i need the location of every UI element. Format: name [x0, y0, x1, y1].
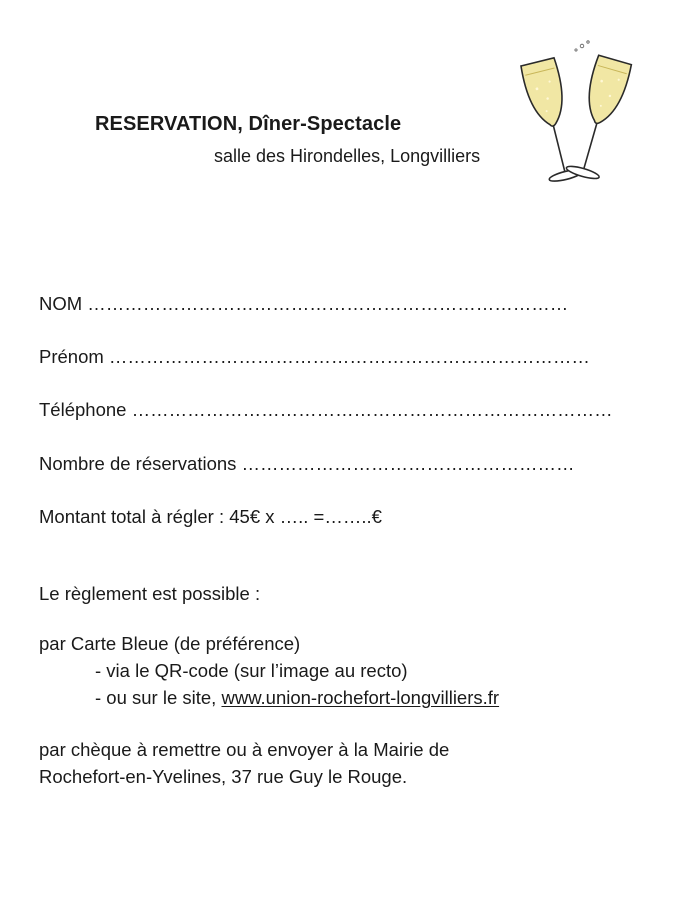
champagne-glasses-icon	[512, 36, 640, 196]
payment-card-site	[95, 687, 499, 709]
venue-subtitle: salle des Hirondelles, Longvilliers	[214, 146, 481, 166]
page-title: RESERVATION, Dîner-Spectacle	[95, 113, 402, 135]
reservations-count-field: Nombre de réservations ………………………………………………	[39, 453, 575, 474]
website-link[interactable]: www.union-rochefort-longvilliers.fr	[221, 687, 500, 708]
telephone-field: Téléphone ……………………………………………………………………	[39, 399, 613, 420]
payment-cheque-line2: Rochefort-en-Yvelines, 37 rue Guy le Rouge.	[39, 766, 408, 787]
nom-field: NOM ……………………………………………………………………	[39, 293, 569, 314]
payment-card-site-prefix: - ou sur le site,	[95, 687, 222, 708]
payment-card-qr: - via le QR-code (sur l’image au recto)	[95, 660, 408, 681]
payment-card: par Carte Bleue (de préférence)	[39, 633, 301, 654]
prenom-field: Prénom ……………………………………………………………………	[39, 346, 590, 367]
payment-cheque-line1: par chèque à remettre ou à envoyer à la Mairie de	[39, 739, 450, 760]
total-amount-field: Montant total à régler : 45€ x ….. =……..€	[39, 506, 382, 527]
payment-intro: Le règlement est possible :	[39, 583, 261, 604]
